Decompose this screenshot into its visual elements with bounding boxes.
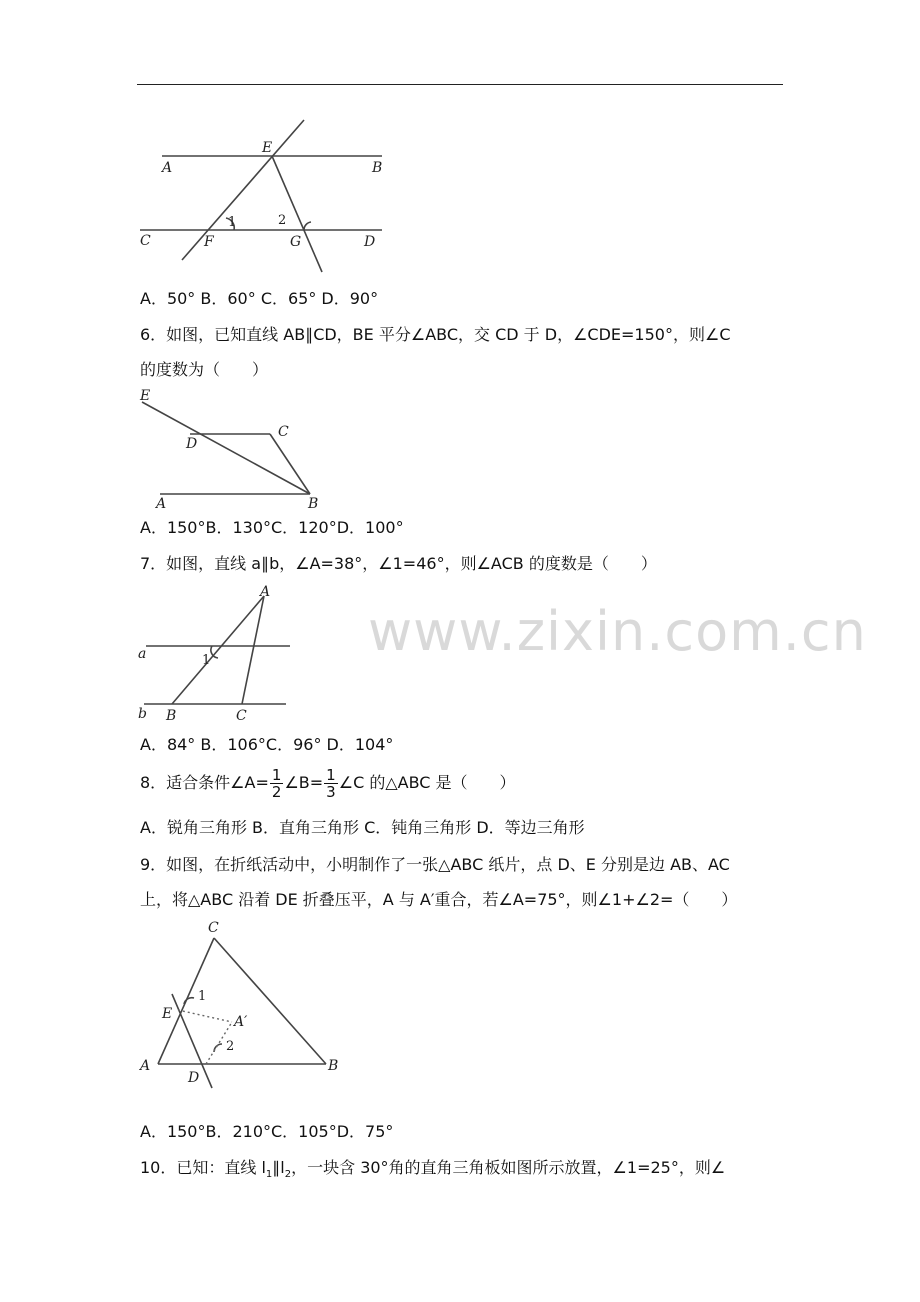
- q10-suffix: ，一块含 30°角的直角三角板如图所示放置，∠1=25°，则∠: [291, 1158, 726, 1177]
- q6-options: A．150°B．130°C．120°D．100°: [140, 518, 404, 537]
- q9-label-a-prime: A′: [234, 1014, 248, 1030]
- q7-figure: [130, 580, 300, 732]
- q10-sub-2: 2: [284, 1169, 292, 1181]
- q6-label-b: B: [308, 496, 319, 512]
- q7-label-line-b: b: [138, 706, 147, 722]
- q5-angle-1: 1: [228, 215, 237, 230]
- header-rule: [137, 84, 783, 85]
- q9-figure: [130, 912, 350, 1094]
- q6-label-e: E: [140, 388, 151, 404]
- q7-label-b-vertex: B: [166, 708, 177, 724]
- q7-label-line-a: a: [138, 646, 147, 662]
- q8-f1-numerator: 1: [271, 766, 282, 784]
- q10-stem: [140, 1158, 725, 1185]
- q9-label-c: C: [208, 920, 219, 936]
- q9-angle-2: 2: [226, 1039, 235, 1054]
- q9-label-d: D: [188, 1070, 200, 1086]
- q6-stem-line2: 的度数为（ ）: [140, 360, 269, 379]
- q6-label-c: C: [278, 424, 289, 440]
- q9-stem-line2: 上，将△ABC 沿着 DE 折叠压平，A 与 A′重合，若∠A=75°，则∠1+∠2=（ ）: [140, 890, 738, 909]
- watermark: www.zixin.com.cn: [368, 600, 867, 663]
- q5-label-b: B: [372, 160, 383, 176]
- q9-label-e: E: [162, 1006, 173, 1022]
- q8-stem: [140, 765, 516, 801]
- q7-angle-1: 1: [202, 653, 211, 668]
- q9-options: A．150°B．210°C．105°D．75°: [140, 1122, 394, 1141]
- q8-prefix: 8．适合条件∠A=: [140, 773, 269, 792]
- q7-options: A．84° B．106°C．96° D．104°: [140, 735, 394, 754]
- q5-label-d: D: [364, 234, 376, 250]
- q8-fraction-1: [270, 767, 284, 800]
- q7-label-a-vertex: A: [260, 584, 271, 600]
- q5-label-g: G: [290, 234, 302, 250]
- q10-prefix: 10．已知：直线 l: [140, 1158, 266, 1177]
- q6-label-a: A: [156, 496, 167, 512]
- q9-stem-line1: 9．如图，在折纸活动中，小明制作了一张△ABC 纸片，点 D、E 分别是边 AB、AC: [140, 855, 730, 874]
- q6-stem-line1: 6．如图，已知直线 AB∥CD，BE 平分∠ABC，交 CD 于 D，∠CDE=150°，则∠C: [140, 325, 731, 344]
- q9-angle-1: 1: [198, 989, 207, 1004]
- q8-f2-denominator: 3: [326, 783, 336, 801]
- q8-fraction-2: [324, 767, 338, 800]
- q6-label-d: D: [186, 436, 198, 452]
- q8-options: A．锐角三角形 B．直角三角形 C．钝角三角形 D．等边三角形: [140, 818, 585, 837]
- q5-label-f: F: [204, 234, 214, 250]
- q5-options: A．50° B．60° C．65° D．90°: [140, 289, 379, 308]
- q8-f2-numerator: 1: [326, 766, 336, 784]
- q5-label-e: E: [262, 140, 273, 156]
- q5-angle-2: 2: [278, 213, 287, 228]
- q9-label-b: B: [328, 1058, 339, 1074]
- q8-mid: ∠B=: [284, 773, 324, 792]
- q7-stem: 7．如图，直线 a∥b，∠A=38°，∠1=46°，则∠ACB 的度数是（ ）: [140, 554, 657, 573]
- q5-label-a: A: [162, 160, 173, 176]
- q6-figure: [130, 382, 340, 518]
- q7-label-c-vertex: C: [236, 708, 247, 724]
- q10-sub-1: 1: [265, 1169, 273, 1181]
- q10-mid: ∥l: [272, 1158, 285, 1177]
- q5-figure: [130, 112, 400, 281]
- q8-f1-denominator: 2: [271, 783, 282, 801]
- q5-label-c: C: [140, 233, 151, 249]
- q9-label-a: A: [140, 1058, 151, 1074]
- q8-suffix: ∠C 的△ABC 是（ ）: [338, 773, 516, 792]
